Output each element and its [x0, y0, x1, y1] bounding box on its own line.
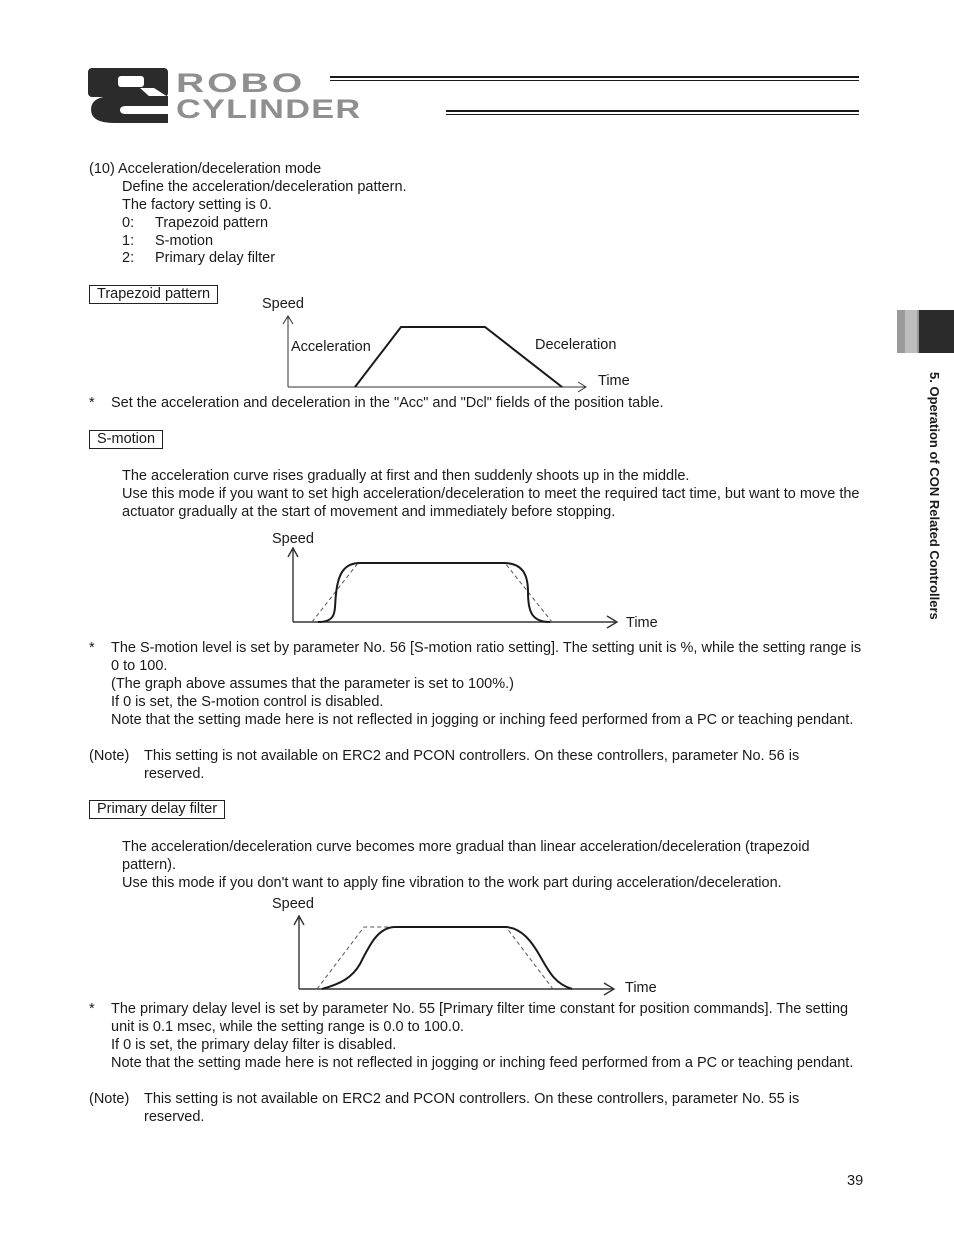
- smotion-time-label: Time: [626, 615, 658, 631]
- option-text-0: Trapezoid pattern: [155, 215, 269, 231]
- primary-curve: [322, 927, 572, 989]
- primary-note-line-2: If 0 is set, the primary delay filter is disabled.: [111, 1037, 397, 1053]
- primary-label-box: Primary delay filter: [89, 800, 225, 819]
- header-rule-top-2: [330, 80, 859, 81]
- option-text-1: S-motion: [155, 233, 214, 249]
- smotion-note-line-2: (The graph above assumes that the parameter is set to 100%.): [111, 676, 514, 692]
- header-rule-bottom-2: [446, 114, 859, 115]
- option-num-0: 0:: [122, 215, 135, 231]
- page-number: 39: [847, 1173, 864, 1189]
- smotion-desc-2: Use this mode if you want to set high acceleration/deceleration to meet the required tact time, but want to move the actuator gradually at the start of movement and immediately before stopping.: [122, 486, 860, 520]
- smotion-desc-1: The acceleration curve rises gradually at first and then suddenly shoots up in the middle.: [122, 468, 690, 484]
- section-line-1: Define the acceleration/deceleration pattern.: [122, 179, 407, 195]
- trapezoid-decel-label: Deceleration: [535, 337, 617, 353]
- primary-reference-trapezoid: [317, 927, 553, 989]
- section-line-2: The factory setting is 0.: [122, 197, 272, 213]
- smotion-reference-trapezoid: [312, 563, 552, 622]
- smotion-note-star: *: [89, 640, 95, 656]
- trapezoid-curve: [355, 327, 562, 387]
- header-rule-bottom: [446, 110, 859, 112]
- option-num-1: 1:: [122, 233, 135, 249]
- chapter-title: 5. Operation of CON Related Controllers: [927, 372, 942, 620]
- logo-line1: ROBO: [176, 68, 306, 98]
- smotion-diagram: [260, 526, 680, 636]
- smotion-note-line-3: If 0 is set, the S-motion control is disabled.: [111, 694, 384, 710]
- chapter-tab-black: [919, 310, 954, 353]
- trapezoid-accel-label: Acceleration: [291, 339, 371, 355]
- primary-note2: This setting is not available on ERC2 and PCON controllers. On these controllers, parameter No. 55 is reserved.: [144, 1091, 800, 1125]
- smotion-curve: [318, 563, 550, 622]
- primary-diagram: [260, 892, 680, 1002]
- smotion-label-box: S-motion: [89, 430, 163, 449]
- section-heading: (10) Acceleration/deceleration mode: [89, 161, 322, 177]
- primary-note-line-1: The primary delay level is set by parameter No. 55 [Primary filter time constant for position commands]. The setting unit is 0.1 msec, while the setting range is 0.0 to 100.0.: [111, 1001, 849, 1035]
- smotion-note2: This setting is not available on ERC2 and PCON controllers. On these controllers, parameter No. 56 is reserved.: [144, 748, 800, 782]
- trapezoid-speed-label: Speed: [262, 296, 304, 312]
- smotion-note-line-1: The S-motion level is set by parameter No. 56 [S-motion ratio setting]. The setting unit is %, while the setting range is 0 to 100.: [111, 640, 862, 674]
- option-num-2: 2:: [122, 250, 135, 266]
- trapezoid-note-star: *: [89, 395, 95, 411]
- option-text-2: Primary delay filter: [155, 250, 276, 266]
- primary-time-label: Time: [625, 980, 657, 996]
- primary-speed-label: Speed: [272, 896, 314, 912]
- trapezoid-note: Set the acceleration and deceleration in the "Acc" and "Dcl" fields of the position table.: [111, 395, 664, 411]
- logo-line2: CYLINDER: [176, 94, 362, 124]
- primary-note2-tag: (Note): [89, 1091, 130, 1107]
- chapter-tab-light: [905, 310, 917, 353]
- smotion-note-line-4: Note that the setting made here is not reflected in jogging or inching feed performed from a PC or teaching pendant.: [111, 712, 854, 728]
- primary-desc-2: Use this mode if you don't want to apply fine vibration to the work part during acceleration/deceleration.: [122, 875, 782, 891]
- trapezoid-time-label: Time: [598, 373, 630, 389]
- trapezoid-label-box: Trapezoid pattern: [89, 285, 218, 304]
- smotion-speed-label: Speed: [272, 531, 314, 547]
- primary-note-star: *: [89, 1001, 95, 1017]
- primary-desc-1: The acceleration/deceleration curve becomes more gradual than linear acceleration/deceleration (trapezoid pattern).: [122, 839, 810, 873]
- smotion-note2-tag: (Note): [89, 748, 130, 764]
- header-rule-top: [330, 76, 859, 78]
- primary-note-line-3: Note that the setting made here is not reflected in jogging or inching feed performed from a PC or teaching pendant.: [111, 1055, 854, 1071]
- trapezoid-diagram: [250, 290, 670, 395]
